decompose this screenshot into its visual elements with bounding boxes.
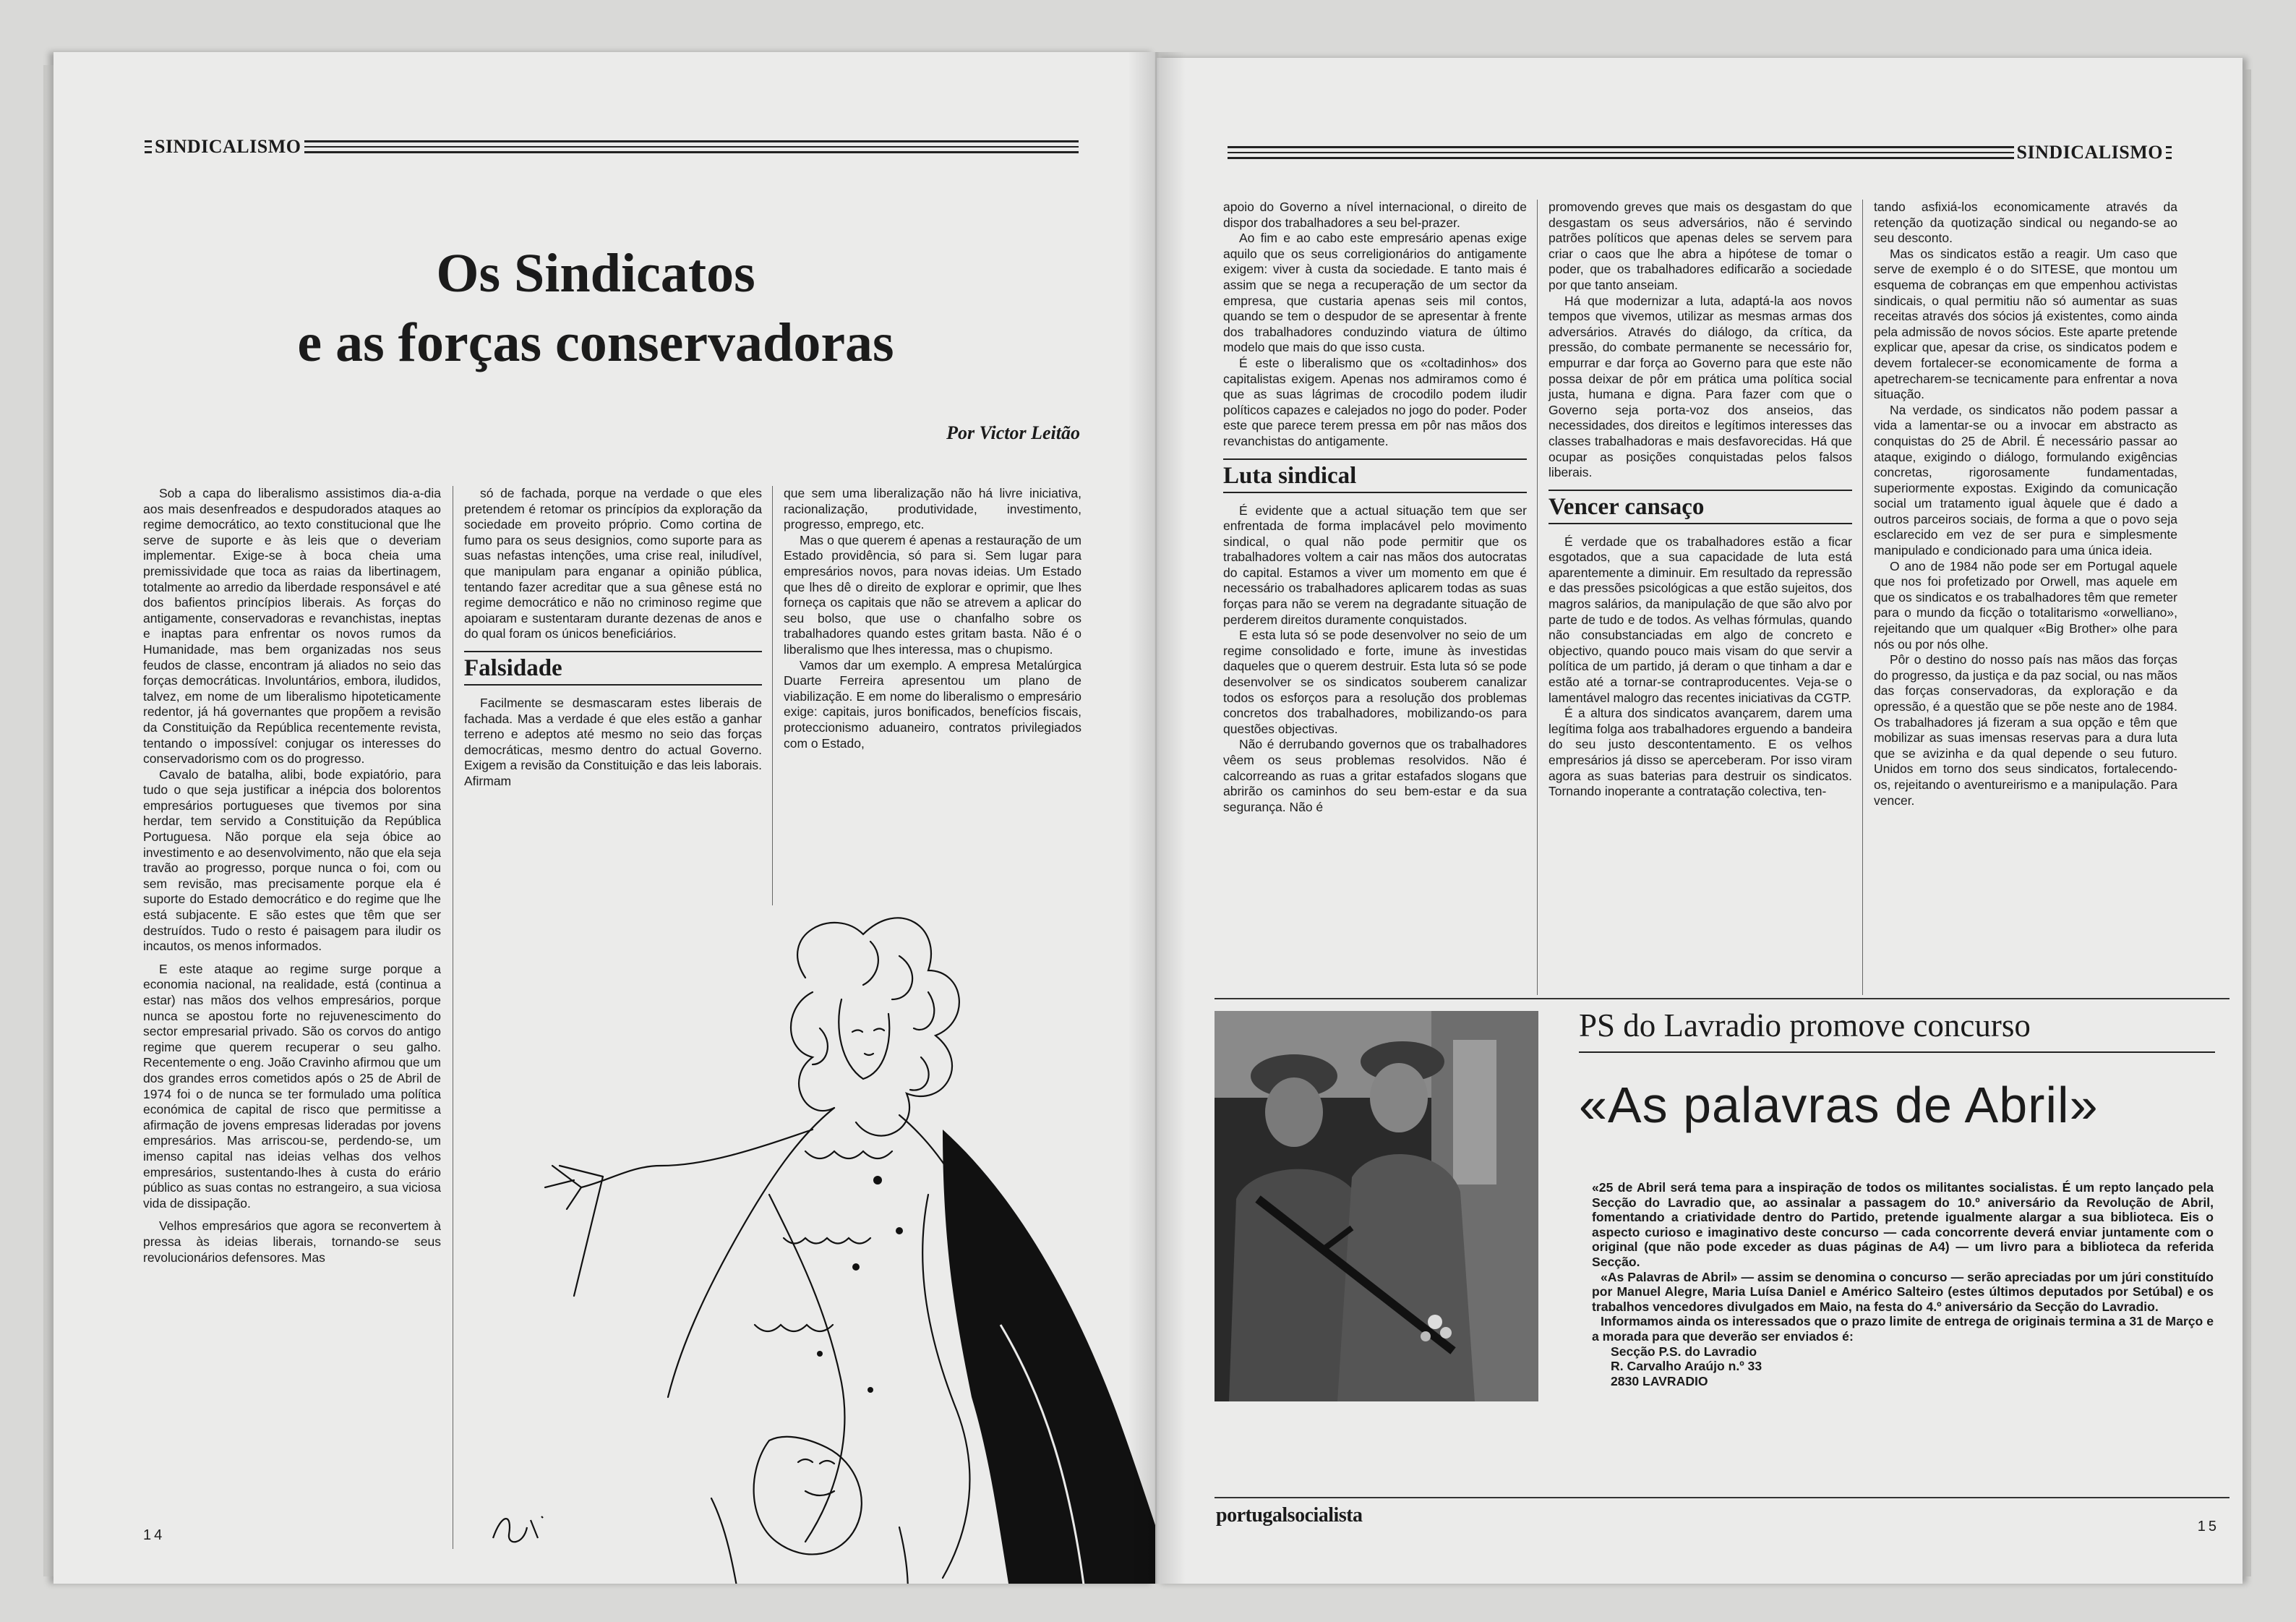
publication-name: portugalsocialista (1216, 1504, 1363, 1527)
paragraph: tando asfixiá-los economicamente através da retenção da quotização sindical ou negando-se ao seu desconto. (1874, 200, 2177, 246)
left-page (53, 52, 1155, 1584)
address-line: 2830 LAVRADIO (1611, 1373, 1708, 1388)
address-line: R. Carvalho Araújo n.º 33 (1611, 1359, 1762, 1374)
section-label: SINDICALISMO (152, 137, 304, 156)
paragraph: Mas os sindicatos estão a reagir. Um caso que serve de exemplo é o do SITESE, que montou um esquema de cobranças em que empenhou activistas sindicais, o qual permitiu não só aumentar as suas receitas através dos sócios já existentes, como ainda pela admissão de novos sócios. Este aparte pretende explicar que, apesar da crise, os sindicatos podem e devem fortalecer-se economicamente de forma a apetrecharem-se tecnicamente para enfrentar a nova situação. (1874, 246, 2177, 402)
paragraph: Facilmente se desmascaram estes liberais de fachada. Mas a verdade é que eles estão a ganhar terreno e adeptos até mesmo no seio das forças democráticas, mesmo dentro do actual Governo. Exigem a revisão da Constituição e das leis laborais. Afirmam (464, 695, 762, 788)
paragraph: «As Palavras de Abril» — assim se denomina o concurso — serão apreciadas por um júri constituído por Manuel Alegre, Maria Luísa Daniel e Américo Salteiro (estes últimos deputados por Setúbal) e os trabalhos vencedores divulgados em Maio, na festa do 4.º aniversário da Secção do Lavradio. (1592, 1269, 2214, 1314)
paragraph: Sob a capa do liberalismo assistimos dia-a-dia aos mais desenfreados e despudorados ataques ao regime democrático, ao texto constitucional que lhe serve de suporte e às leis que o deveriam implementar. Exige-se à boca cheia uma premissividade que toca as raias da libertinagem, totalmente ao arredio da liberdade responsável e até dos bafientos princípios liberais. As forças do antigamente, conservadoras e revanchistas, ineptas e inaptas para enfrentar os novos rumos da Humanidade, mas bem organizadas nos seus feudos de classe, encontram já aliados no seio das forças democráticas. Involuntários, embora, iludidos, talvez, em nome de um liberalismo hipoteticamente redentor, já há governantes que propõem a revisão da Constituição da República recentemente revista, tentando o impossível: conjugar os interesses do conservadorismo com os do progresso. (143, 486, 441, 767)
announcement-kicker: PS do Lavradio promove concurso (1579, 1007, 2031, 1043)
paragraph: Pôr o destino do nosso país nas mãos das forças do progresso, da justiça e da paz social, ou nas mãos das forças conservadoras, da exploração e da opressão, é a questão que se põe neste ano de 1984. Os trabalhadores já fizeram a sua opção e têm que mobilizar as suas imensas reservas para a dura luta que se avizinha e da qual depende o seu futuro. Unidos em torno dos seus sindicatos, fortalecendo-os, rejeitando o aventureirismo e a manipulação. Para vencer. (1874, 652, 2177, 808)
article-column-1 (1223, 200, 1527, 815)
paragraph: promovendo greves que mais os desgastam do que desgastam os seus adversários, não é servindo patrões políticos que apenas deles se servem para criar o caos que lhe abra a hipótese de tomar o poder, que os trabalhadores edificarão a sociedade por que tanto anseiam. (1548, 200, 1852, 292)
photo-soldiers (1215, 1011, 1538, 1401)
paragraph: É a altura dos sindicatos avançarem, darem uma legítima folga aos trabalhadores erguendo a bandeira do seu justo descontentamento. E os velhos empresários já disso se aperceberam. Por isso viram agora as suas baterias para destruir os sindicatos. Tornando inoperante a contratação colectiva, ten- (1548, 706, 1852, 799)
column-divider (1862, 200, 1863, 995)
artist-signature (487, 1506, 552, 1549)
announcement-box (1215, 1004, 2229, 1425)
article-title-line-2: e as forças conservadoras (297, 312, 894, 373)
paragraph: O ano de 1984 não pode ser em Portugal aquele que nos foi profetizado por Orwell, mas aquele em que os sindicatos e os trabalhadores têm que remeter para o mundo da ficção o totalitarismo «orwelliano», rejeitando que um qualquer «Big Brother» olhe para nós ou por nós olhe. (1874, 558, 2177, 652)
subheading-luta-sindical: Luta sindical (1223, 458, 1527, 493)
paragraph: «25 de Abril será tema para a inspiração de todos os militantes socialistas. É um repto lançado pela Secção do Lavradio que, ao assinalar a passagem do 10.º aniversário da Revolução de Abril, fomentando a criatividade dentro do Partido, pretende igualmente alargar a sua biblioteca. Eis o aspecto curioso e imaginativo deste concurso — cada concorrente deverá enviar juntamente com o original (que não pode exceder as duas páginas de A4) — um livro para a biblioteca da referida Secção. (1592, 1180, 2214, 1269)
page-edge-right (2241, 69, 2251, 1576)
paragraph: Não é derrubando governos que os trabalhadores vêem os seus problemas resolvidos. Não é calcorreando as ruas a gritar estafados slogans que abrirão os caminhos do seu bem-estar e da sua segurança. Não é (1223, 737, 1527, 814)
right-page (1157, 58, 2243, 1584)
subheading-falsidade: Falsidade (464, 651, 762, 686)
paragraph: Há que modernizar a luta, adaptá-la aos novos tempos que vivemos, utilizar as mesmas armas dos adversários. Através do diálogo, da crítica, da pressão, do combate permanente se necessário for, empurrar e dar força ao Governo para que este não possa deixar de pôr em prática uma política social justa, humana e digna. Para fazer com que o Governo seja porta-voz dos anseios, das necessidades, dos direitos e legítimos interesses das classes trabalhadoras e mais desfavorecidas. Há que ocupar as posições conquistadas pelos falsos liberais. (1548, 293, 1852, 480)
section-label: SINDICALISMO (2014, 143, 2167, 162)
article-title (126, 239, 1066, 377)
address-line: Secção P.S. do Lavradio (1611, 1344, 1757, 1359)
article-column-3 (1874, 200, 2177, 808)
article-column-3 (784, 486, 1081, 751)
footer-rule (1215, 1497, 2229, 1498)
paragraph: Ao fim e ao cabo este empresário apenas exige aquilo que os seus correligionários do antigamente exigem: viver à custa da sociedade. E tanto mais é assim que se nega a recuperação de um sector da empresa, que custaria apenas seis mil contos, quando se tem o despudor de se apresentar à frente dos trabalhadores conduzindo viatura de último modelo que mais do que isso custa. (1223, 231, 1527, 355)
paragraph: Na verdade, os sindicatos não podem passar a vida a lamentar-se ou a invocar em abstracto as conquistas do 25 de Abril. É necessário passar ao ataque, exigindo o diálogo, formulando exigências concretas, rigorosamente fundamentadas, superiormente expostas. Exigindo da comunicação social um tratamento igual àquele que é dado a outros parceiros sociais, de forma a que o povo seja esclarecido em vez de ser pura e simplesmente manipulado e condicionado para uma única ideia. (1874, 402, 2177, 558)
section-header-left (145, 137, 1079, 156)
paragraph: E este ataque ao regime surge porque a economia nacional, na realidade, está (continua a estar) nas mãos dos velhos empresários, porque nunca se apostou forte no rejuvenescimento do sector empresarial privado. São os corvos do antigo regime que querem recuperar o seu galho. Recentemente o eng. João Cravinho afirmou que um dos grandes erros cometidos após o 25 de Abril de 1974 foi o de nunca se ter formulado uma política económica de capital de risco que permitisse a afirmação de jovens empresas lideradas por jovens empresários. Mas arriscou-se, perdendo-se, um imenso capital nas ideias velhas dos velhos empresários, sustentando-lhes à custa do erário público as suas contas no estrangeiro, a sua viciosa vida de dissipação. (143, 961, 441, 1211)
announcement-text (1592, 1180, 2214, 1388)
article-column-2 (464, 486, 762, 790)
paragraph: Informamos ainda os interessados que o prazo limite de entrega de originais termina a 31 de Março e a morada para que deverão ser enviados é: (1592, 1314, 2214, 1344)
byline: Por Victor Leitão (946, 422, 1080, 443)
column-divider (772, 486, 773, 905)
paragraph: Cavalo de batalha, alibi, bode expiatório, para tudo o que seja justificar a inépcia dos bolorentos empresários portugueses que tivemos por sina herdar, tem servido a Constituição da República Portuguesa. Não porque ela seja óbice ao investimento e ao desenvolvimento, não que ela seja travão ao progresso, porque nunca o foi, com ou sem revisão, mas precisamente porque ela é suporte do Estado democrático e do regime que lhe está subjacente. E são estes que têm que ser destruídos. Tudo o resto é paisagem para iludir os incautos, os menos informados. (143, 767, 441, 954)
announcement-rule (1215, 998, 2229, 999)
paragraph: Mas o que querem é apenas a restauração de um Estado providência, só para si. Sem lugar para empresários novos, para novas ideias. Um Estado que lhes dê o direito de explorar e oprimir, que lhes forneça os capitais que não se atrevem a aplicar do seu bolso, que use o chanfalho sobre os trabalhadores quando estes gritam basta. Não é o liberalismo que lhes interessa, mas o chupismo. (784, 532, 1081, 657)
subheading-vencer-cansaco: Vencer cansaço (1548, 490, 1852, 524)
announcement-title-rule (1579, 1051, 2215, 1053)
article-column-2 (1548, 200, 1852, 800)
paragraph: apoio do Governo a nível internacional, o direito de dispor dos trabalhadores a seu bel-prazer. (1223, 200, 1527, 230)
paragraph: E esta luta só se pode desenvolver no seio de um regime consolidado e forte, imune às investidas daqueles que o querem destruir. Esta luta só se pode desenvolver se os sindicatos souberem canalizar todos os esforços para a resolução dos problemas concretos dos trabalhadores, mobilizando-os para questões objectivas. (1223, 628, 1527, 736)
article-title-line-1: Os Sindicatos (436, 243, 755, 304)
paragraph: É este o liberalismo que os «coltadinhos» dos capitalistas exigem. Apenas nos admiramos como é que as suas lágrimas de crocodilo podem iludir políticos capazes e calejados no jogo do poder. Poder este que parece terem pressa em pôr nas mãos dos revanchistas do antigamente. (1223, 355, 1527, 448)
paragraph: que sem uma liberalização não há livre iniciativa, racionalização, produtividade, investimento, progresso, emprego, etc. (784, 486, 1081, 532)
page-number-right: 15 (2197, 1519, 2219, 1535)
paragraph: Vamos dar um exemplo. A empresa Metalúrgica Duarte Ferreira apresentou um plano de viabilização. E em nome do liberalismo o empresário exige: capitais, juros bonificados, benefícios fiscais, proteccionismo aduaneiro, contratos privilegiados com o Estado, (784, 657, 1081, 751)
paragraph: só de fachada, porque na verdade o que eles pretendem é retomar os princípios da exploração da sociedade em proveito próprio. Como cortina de fumo para os seus designios, como suporte para as suas nefastas intenções, uma crise real, iniludível, que manipulam para enganar a opinião pública, tentando fazer acreditar que a sua gênese está no regime democrático e não no criminoso regime que apoiaram e sustentaram durante dezenas de anos e do qual foram os únicos beneficiários. (464, 486, 762, 641)
announcement-headline: «As palavras de Abril» (1579, 1077, 2099, 1133)
paragraph: Velhos empresários que agora se reconvertem à pressa às ideias liberais, tornando-se seus revolucionários defensores. Mas (143, 1218, 441, 1265)
paragraph: É evidente que a actual situação tem que ser enfrentada de forma implacável pelo movimento sindical, o qual não pode permitir que os trabalhadores voltem a cair nas mãos dos autocratas do capital. Estamos a viver um momento em que é necessário os trabalhadores aplicarem todas as suas forças para não se verem na degradante situação de perderem direitos duramente conquistados. (1223, 503, 1527, 627)
paragraph: É verdade que os trabalhadores estão a ficar esgotados, que a sua capacidade de luta está aparentemente a diminuir. Em resultado da repressão e das pressões psicológicas a que estão sujeitos, dos magros salários, da manipulação de que são alvo por parte de tudo e de todos. As velhas fórmulas, quando não consubstanciadas em algo de concreto e objectivo, quando pouco mais visam do que servir a política de um partido, já deram o que tinham a dar e estão até a tornar-se contraproducentes. Veja-se o lamentável malogro das recentes iniciativas da CGTP. (1548, 534, 1852, 705)
article-column-1 (143, 486, 441, 1265)
address-block (1592, 1344, 2214, 1389)
section-header-right (1228, 143, 2172, 162)
column-divider (1537, 200, 1538, 995)
page-number-left: 14 (143, 1527, 166, 1543)
ink-illustration-baroque-figure (494, 891, 1155, 1584)
